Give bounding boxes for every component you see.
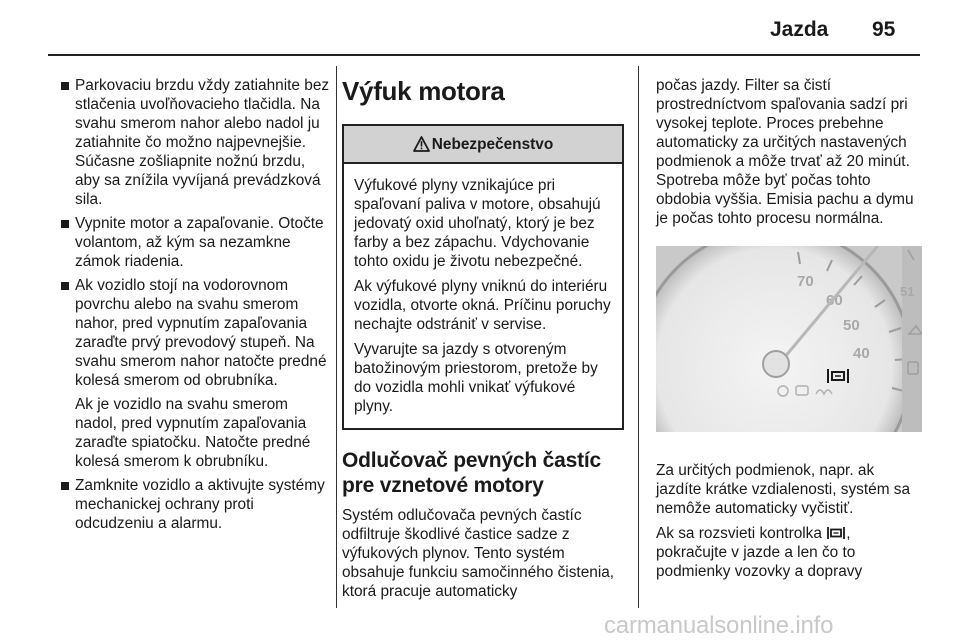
danger-heading-text: Nebezpečenstvo bbox=[431, 135, 554, 153]
danger-paragraph: Ak výfukové plyny vniknú do interiéru vozidla, otvorte okná. Príčinu poruchy nechajte odstrániť v servise. bbox=[354, 278, 611, 333]
header-section-title: Jazda bbox=[770, 18, 829, 41]
particle-filter-icon bbox=[826, 526, 846, 540]
edge-number: 51 bbox=[900, 284, 915, 299]
column-3 bbox=[656, 76, 922, 587]
danger-heading bbox=[344, 126, 622, 164]
column-2 bbox=[342, 72, 624, 607]
section-title: Výfuk motora bbox=[342, 76, 505, 106]
column-1 bbox=[48, 76, 330, 538]
danger-body bbox=[344, 164, 622, 428]
dial-number: 40 bbox=[853, 345, 870, 362]
text-before-icon: Ak sa rozsvieti kontrolka bbox=[656, 525, 827, 542]
adjacent-gauge bbox=[902, 246, 922, 432]
body-paragraph: Systém odlučovača pevných častíc odfiltruje škodlivé častice sadze z výfukových plynov. Tento systém obsahuje funkciu samočinného čistenia, ktorá pracuje automaticky bbox=[342, 507, 615, 600]
watermark: carmanualsonline.info bbox=[604, 612, 834, 639]
page-number: 95 bbox=[872, 18, 896, 41]
header-rule bbox=[48, 54, 920, 56]
danger-box bbox=[342, 124, 624, 430]
danger-paragraph: Vyvarujte sa jazdy s otvoreným batožinovým priestorom, pretože by do vozidla mohli vnikať výfukové plyny. bbox=[354, 341, 598, 415]
body-paragraph: počas jazdy. Filter sa čistí prostredníctvom spaľovania sadzí pri vysokej teplote. Proces prebehne automaticky za určitých nastavených podmienok a môže trvať až 20 minút. Spotreba môže byť počas tohto obdobia vyššia. Emisia pachu a dymu je počas tohto procesu normálna. bbox=[656, 77, 914, 227]
warning-triangle-icon bbox=[413, 136, 430, 152]
danger-paragraph: Výfukové plyny vznikajúce pri spaľovaní paliva v motore, obsahujú jedovatý oxid uhoľnatý, ktorý je bez farby a bez zápachu. Vdychovanie tohto oxidu je životu nebezpečné. bbox=[354, 177, 601, 270]
bullet-item: Parkovaciu brzdu vždy zatiahnite bez stlačenia uvoľňovacieho tlačidla. Na svahu smerom nahor alebo nadol ju zatiahnite čo možno najpevnejšie. Súčasne zošliapnite nožnú brzdu, aby sa znížila vyvíjaná prevádzková sila. bbox=[48, 76, 330, 209]
bullet-item: Ak vozidlo stojí na vodorovnom povrchu alebo na svahu smerom nahor, pred vypnutím zapaľovania zaraďte prvý prevodový stupeň. Na svahu smerom nahor natočte predné kolesá smerom od obrubníka. bbox=[48, 276, 330, 390]
particle-filter-icon bbox=[828, 369, 848, 383]
subsection-title: Odlučovač pevných častíc pre vznetové motory bbox=[342, 449, 601, 497]
text-after-icon: , pokračujte v jazde a len čo to podmienky vozovky a dopravy bbox=[656, 525, 863, 580]
dial-number: 50 bbox=[843, 317, 860, 334]
column-divider-left bbox=[336, 66, 337, 608]
body-paragraph: Za určitých podmienok, napr. ak jazdíte krátke vzdialenosti, systém sa nemôže automaticky vyčistiť. bbox=[656, 462, 911, 517]
body-paragraph-with-icon bbox=[656, 524, 922, 581]
speedometer-dial bbox=[656, 246, 915, 432]
bullet-item: Vypnite motor a zapaľovanie. Otočte volantom, až kým sa nezamkne zámok riadenia. bbox=[48, 214, 330, 271]
bullet-item: Zamknite vozidlo a aktivujte systémy mechanickej ochrany proti odcudzeniu a alarmu. bbox=[48, 476, 330, 533]
instrument-cluster-figure bbox=[656, 246, 922, 432]
dial-number: 60 bbox=[826, 292, 843, 309]
dial-number: 70 bbox=[797, 273, 814, 290]
needle-hub bbox=[763, 351, 789, 377]
indented-paragraph: Ak je vozidlo na svahu smerom nadol, pred vypnutím zapaľovania zaraďte spiatočku. Natočte predné kolesá smerom k obrubníku. bbox=[75, 396, 311, 470]
column-divider-right bbox=[638, 66, 639, 608]
